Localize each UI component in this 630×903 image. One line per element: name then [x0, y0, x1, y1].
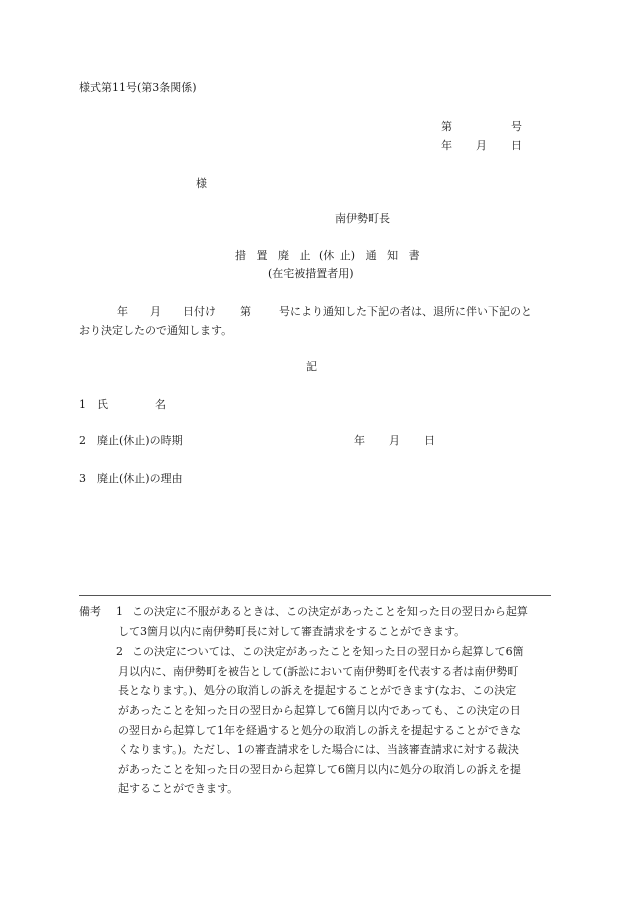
note-2-line: この決定については、この決定があったことを知った日の翌日から起算して6箇 [132, 645, 524, 658]
item-2-year: 年 [354, 434, 365, 447]
item-1-number: 1 [79, 398, 86, 411]
title-char: 書 [408, 249, 420, 262]
body-year: 年 [117, 305, 128, 318]
item-2-label: 廃止(休止)の時期 [97, 434, 183, 447]
item-1-label-b: 名 [155, 398, 166, 411]
note-2-line: の翌日から起算して1年を経過すると処分の取消しの訴えを提起することができな [118, 724, 521, 737]
body-month: 月 [150, 305, 161, 318]
header-year: 年 [441, 139, 452, 152]
title-char: (休 [319, 249, 335, 262]
header-month: 月 [476, 139, 487, 152]
title-char: 知 [387, 249, 399, 262]
item-3-number: 3 [79, 472, 86, 485]
note-2-line: くなります。)。ただし、1の審査請求をした場合には、当該審査請求に対する裁決 [118, 743, 519, 756]
item-2-month: 月 [389, 434, 400, 447]
body-line1-rest: 号により通知した下記の者は、退所に伴い下記のと [279, 305, 532, 318]
note-2-line: 月以内に、南伊勢町を被告として(訴訟において南伊勢町を代表する者は南伊勢町 [118, 665, 519, 678]
title-char: 廃 [278, 249, 289, 262]
divider-line [79, 595, 551, 596]
note-1-line: して3箇月以内に南伊勢町長に対して審査請求をすることができます。 [118, 625, 466, 638]
item-3-label: 廃止(休止)の理由 [97, 472, 183, 485]
header-dai: 第 [441, 120, 452, 133]
note-2-line: があったことを知った日の翌日から起算して6箇月以内に処分の取消しの訴えを提 [118, 763, 521, 776]
body-line2: おり決定したので通知します。 [79, 324, 233, 337]
header-go: 号 [511, 120, 522, 133]
title-char: 止) [339, 249, 356, 262]
document-title [235, 250, 420, 261]
body-dated: 日付け [183, 305, 216, 318]
header-day: 日 [511, 139, 522, 152]
title-char: 止 [299, 249, 311, 262]
document-subtitle: (在宅被措置者用) [268, 267, 354, 280]
addressee-suffix: 様 [196, 177, 207, 190]
form-number: 様式第11号(第3条関係) [79, 81, 197, 94]
title-char: 通 [365, 249, 377, 262]
item-2-number: 2 [79, 434, 86, 447]
notes-label: 備考 [79, 605, 101, 618]
item-1-label-a: 氏 [97, 398, 108, 411]
body-dai: 第 [240, 305, 251, 318]
note-1-line: この決定に不服があるときは、この決定があったことを知った日の翌日から起算 [132, 605, 528, 618]
item-2-day: 日 [424, 434, 435, 447]
note-2-line: 長となります。)、処分の取消しの訴えを提起することができます(なお、この決定 [118, 684, 517, 697]
title-char: 措 [235, 249, 246, 262]
ki-heading: 記 [306, 360, 317, 373]
note-2-line: 起することができます。 [118, 782, 239, 795]
note-1-number: 1 [116, 605, 123, 618]
note-2-line: があったことを知った日の翌日から起算して6箇月以内であっても、この決定の日 [118, 704, 521, 717]
note-2-number: 2 [116, 645, 123, 658]
title-char: 置 [256, 249, 268, 262]
sender-name: 南伊勢町長 [335, 212, 390, 225]
